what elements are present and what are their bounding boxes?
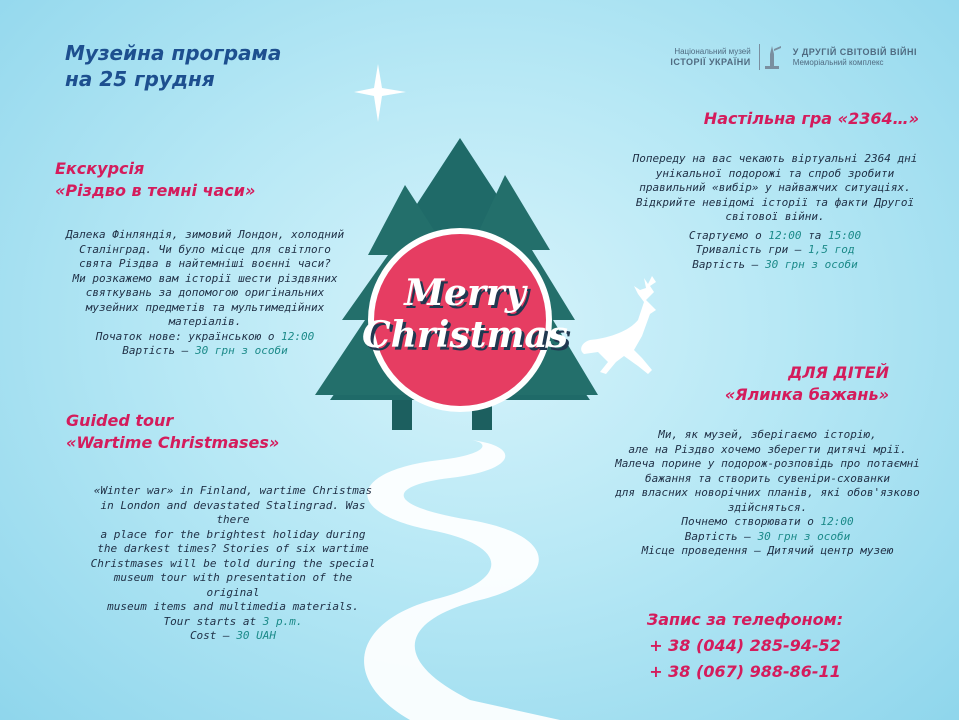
excursion-ua-line: Ми розкажемо вам історії шести різдвяних <box>72 271 338 285</box>
motherland-monument-icon <box>759 44 785 70</box>
excursion-en-line: museum items and multimedia materials. <box>107 600 359 613</box>
winding-road <box>364 440 560 720</box>
memorial-logo <box>793 47 917 68</box>
memorial-logo-small: Меморіальний комплекс <box>792 57 884 67</box>
kids-heading1: ДЛЯ ДІТЕЙ <box>788 363 889 382</box>
excursion-en-line: the darkest times? Stories of six wartime <box>97 542 369 555</box>
banner-line2: Christmas <box>361 314 569 356</box>
excursion-ua-cost: Вартість – 30 грн з особи <box>122 344 288 357</box>
board-game-line: унікальної подорожі та спроб зробити <box>655 166 895 180</box>
excursion-en-line: a place for the brightest holiday during <box>100 527 366 541</box>
excursion-en-heading1: Guided tour <box>66 411 174 430</box>
excursion-ua-text <box>55 228 355 359</box>
excursion-ua-heading <box>55 158 255 202</box>
excursion-en-heading <box>66 410 279 454</box>
kids-start: Почнемо створювати о 12:00 <box>681 515 854 528</box>
reindeer-icon <box>581 276 656 374</box>
kids-heading2: «Ялинка бажань» <box>724 385 889 404</box>
merry-christmas-banner <box>355 272 575 356</box>
excursion-en-cost: Cost – 30 UAH <box>189 629 277 642</box>
kids-cost: Вартість – 30 грн з особи <box>684 529 851 543</box>
contacts-heading: Запис за телефоном: <box>646 610 844 629</box>
excursion-ua-line: музейних предметів та мультимедійних <box>85 300 325 314</box>
excursion-en-line: in London and devastated Stalingrad. Was there <box>100 498 366 526</box>
contacts <box>640 610 850 685</box>
excursion-en-heading2: «Wartime Christmases» <box>66 433 280 452</box>
excursion-en-line: «Winter war» in Finland, wartime Christmas <box>93 484 373 497</box>
kids-heading <box>725 362 889 406</box>
board-game-duration: Тривалість гри – 1,5 год <box>695 243 855 256</box>
kids-line: але на Різдво хочемо зберегти дитячі мрії. <box>628 442 907 456</box>
board-game-line: правильний «вибір» у найважчих ситуаціях. <box>639 181 911 194</box>
memorial-logo-big: У ДРУГІЙ СВІТОВІЙ ВІЙНІ <box>792 46 917 57</box>
board-game-cost: Вартість – 30 грн з особи <box>692 257 858 271</box>
museum-logo <box>670 47 750 68</box>
phone-1[interactable]: + 38 (044) 285-94-52 <box>649 636 841 655</box>
north-star-icon <box>354 64 406 122</box>
excursion-ua-start: Початок нове: українською о 12:00 <box>95 329 315 343</box>
board-game-line: Відкрийте невідомі історії та факти Другої <box>635 195 915 209</box>
excursion-ua-line: Далека Фінляндія, зимовий Лондон, холодний <box>65 228 345 241</box>
museum-logo-small: Національний музей <box>674 46 751 56</box>
excursion-ua-line: матеріалів. <box>168 315 242 328</box>
excursion-ua-line: святкувань за допомогою оригінальних <box>85 286 325 299</box>
excursion-en-text <box>88 484 378 644</box>
excursion-en-start: Tour starts at 3 p.m. <box>163 614 303 628</box>
excursion-ua-line: свята Різдва в найтемніші воєнні часи? <box>79 257 331 270</box>
logos <box>670 44 917 70</box>
kids-line: для власних новорічних планів, які обов'язково <box>615 486 920 499</box>
excursion-en-line: Christmases will be told during the special <box>90 556 376 570</box>
kids-text <box>600 428 935 559</box>
kids-line: Ми, як музей, зберігаємо історію, <box>658 428 877 441</box>
phone-2[interactable]: + 38 (067) 988-86-11 <box>649 662 841 681</box>
board-game-line: світової війни. <box>725 210 825 223</box>
kids-line: бажання та створить сувеніри-схованки <box>644 471 891 485</box>
museum-logo-big: ІСТОРІЇ УКРАЇНИ <box>670 56 751 67</box>
board-game-heading: Настільна гра «2364…» <box>703 109 919 128</box>
banner-line1: Merry <box>404 272 526 314</box>
excursion-ua-line: Сталінград. Чи було місце для світлого <box>79 242 331 256</box>
program-title <box>65 40 281 92</box>
board-game-start: Стартуємо о 12:00 та 15:00 <box>688 228 862 242</box>
title-line2: на 25 грудня <box>65 67 215 91</box>
excursion-ua-heading1: Екскурсія <box>55 159 145 178</box>
board-game-text <box>620 152 930 272</box>
board-game-line: Попереду на вас чекають віртуальні 2364 дні <box>632 152 918 165</box>
kids-line: здійсняться. <box>727 500 808 514</box>
kids-line: Малеча порине у подорож-розповідь про потаємні <box>615 457 920 470</box>
title-line1: Музейна програма <box>65 41 282 65</box>
excursion-en-line: museum tour with presentation of the original <box>113 571 353 599</box>
kids-place: Місце проведення – Дитячий центр музею <box>641 544 894 557</box>
excursion-ua-heading2: «Різдво в темні часи» <box>55 181 256 200</box>
